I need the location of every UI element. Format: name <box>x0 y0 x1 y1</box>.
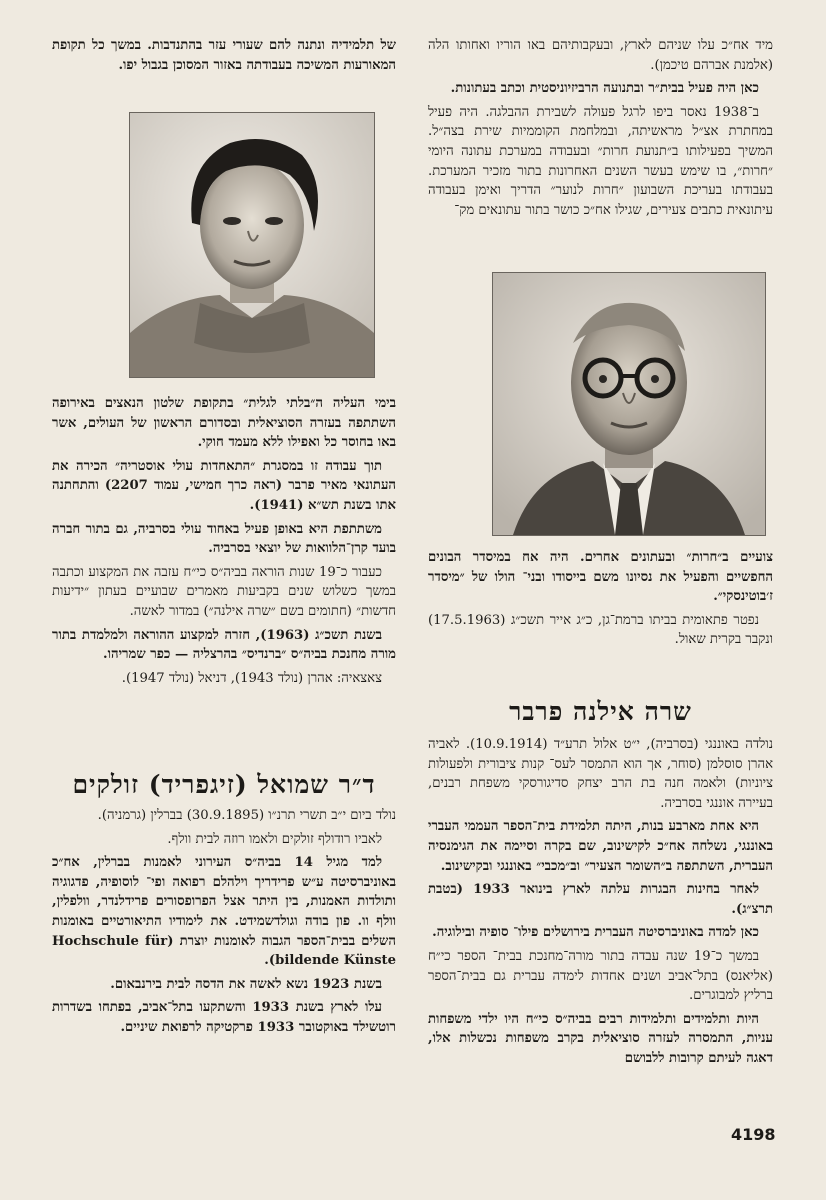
portrait-woman <box>129 112 375 378</box>
paragraph: מיד אח״כ עלו שניהם לארץ, ובעקבותיהם באו הוריו ואחותו הלה (אלמנת אברהם טיכמן). <box>428 38 773 73</box>
paragraph: צאצאיה: אהרן (נולד 1943), דניאל (נולד 1947). <box>121 670 382 686</box>
paragraph: נולד ביום י״ב תשרי תרנ״ו (30.9.1895) בברלין (גרמניה). <box>97 808 396 823</box>
paragraph: משתתפת היא באופן פעיל באחוד עולי בסרביה, גם בתור חברה בועד קרן־הלוואות של יוצאי בסרביה. <box>52 521 396 557</box>
section-heading-samuel-sulkes: ד״ר שמואל (זיגפריד) זולקים <box>72 770 376 799</box>
right-column-top <box>428 36 773 224</box>
paragraph: היות ותלמידים ותלמידות רבים בביה״ס כי״ח היו ילדי משפחות עניות, התמסרה לעזרה סוציאלית בקרב משפחות נכשלות אלו, דאגה לעיתם קרובות ללבושם <box>428 1011 773 1066</box>
section-heading-sarah-ilana-ferber: שרה אילנה פרבר <box>509 697 692 726</box>
portrait-man <box>492 272 766 536</box>
right-column-bottom <box>428 735 773 1073</box>
paragraph: של תלמידיה ונתנה להם שעורי עזר בהתנדבות. במשך כל תקופת המאורעות המשיכה בעבודתה באזור המסוכן בגבול יפו. <box>52 38 396 73</box>
paragraph: נולדה באוננגי (בסרביה), י״ט אלול תרע״ד (10.9.1914). לאביה אהרן סוסלמן (סוחר, אך הוא התמסר לעס־ קנות ציבורית ולפעולות ציוניות) ולאמה חנה בת הרב יצחק סדיגורסקי משפחת רבנים, בעיירה אוננגי בסרביה. <box>428 737 774 811</box>
paragraph: צועיים ב״חרות״ ובעתונים אחרים. היה אח במיסדר הבונים החפשיים והפעיל את נסיונו משם בייסודו ובני־ הולו של ״מיסדר ז׳בוטינסקי״. <box>428 550 773 605</box>
paragraph: כאן היה פעיל בבית״ר ובתנועה הרביזיוניסטית וכתב בעתונות. <box>450 81 759 97</box>
paragraph: כעבור כ־19 שנות הוראה בביה״ס כי״ח עזבה את המקצוע וכתבה במשך כשלוש שנים בקביעות מאמרים שבועיים בעתון ״ידיעות חדשות״ (חתומים בשם ״שרה אילנה״) במדור לאשה. <box>52 564 396 619</box>
left-column-top <box>52 36 396 79</box>
paragraph: למד מגיל 14 בביה״ס העירוני לאמנות בברלין, אח״כ באוניברסיטה ע״ש פרידריך וילהלם רפואה ופי־ לוסופיה, פדגוגיה ותולדות האמנות, בין היתר אצל הפרופסורים פרידלנדר, וולפלין, וולף וו. פון בודה וגולדשמידט. את לימודיו התיאורטיים באומנות השלים בבית־הספר הגבוה לאומנות יוצרת (Hochschule für bildende Künste). <box>52 855 396 969</box>
paragraph: לאביו רודולף זולקים ולאמו רוזה לבית וולף. <box>167 831 382 847</box>
paragraph: כאן למדה באוניברסיטה העברית בירושלים פילו־ סופיה ובילוגיה. <box>432 925 759 941</box>
right-column-mid <box>428 548 773 654</box>
paragraph: בשנת תשכ״ג (1963), חזרה למקצוע ההוראה ולמלמדת בתור מורה מחנכת בביה״ס ״ברנדיס״ בהרצליה — כפר שמריהו. <box>52 627 396 663</box>
page-number: 4198 <box>731 1125 776 1144</box>
paragraph: לאחר בחינות הבגרות עלתה לארץ בינואר 1933 (בטבת תרצ״ג). <box>428 882 773 917</box>
left-column-bottom <box>52 806 396 1042</box>
paragraph: במשך כ־19 שנה עבדה בתור מורה־מחנכת בבית־ הספר כי״ח (אליאנס) בתל־אביב ושנים אחדות לימדה עברית גם בבית־הספר ברליץ למבוגרים. <box>428 948 773 1004</box>
paragraph: היא אחת מארבע בנות, היתה תלמידת בית־הספר העממי העברי באוננגי, נשלחה אח״כ לקישינוב, שם בקרה וסיימה את הגימנסיה העברית, השתתפה ב״השומר הצעיר״ וב״מכבי״ באוננגי ובקישינוב. <box>428 819 773 874</box>
paragraph: בימי העליה ה״בלתי לגלית״ בתקופת שלטון הנאצים באירופה השתתפה בעזרה הסוציאלית ובסדורם הראשון של העולים, אשר באו בחוסר כל ואפילו ללא מעמד חוקי. <box>52 396 396 451</box>
paragraph: בשנת 1923 נשא לאשה את הדסה לבית בירנבאום. <box>110 976 382 992</box>
paragraph: ב־1938 נאסר ביפו לרגל פעולה לשבירת ההבלגה. היה פעיל במחתרת אצ״ל מראשיתה, ובמלחמת הקוממיות שירת בצה״ל. המשיך בפעילותו ב״תנועת חרות״ ובעבודה במערכת עתונה היומי ״חרות״, בו שימש בעשר השנים האחרונות בתור מזכיר המערכת. בעבודתו בעריכת השבועון ״חרות לנוער״ הדריך ואימן בעבודה עיתונאית כתבים צעירים, שגילו אח״כ כושר בתור עתונאים מק־ <box>428 104 773 218</box>
paragraph: נפטר פתאומית בביתו ברמת־גן, כ״ג אייר תשכ״ג (17.5.1963) ונקבר בקרית שאול. <box>428 612 773 648</box>
left-column-mid <box>52 394 396 692</box>
paragraph: עלו לארץ בשנת 1933 והשתקעו בתל־אביב, בפתחו בשדרות רוטשילד באוקטובר 1933 פרקטיקה לרפואת שיניים. <box>52 1000 396 1035</box>
paragraph: תוך עבודה זו במסגרת ״התאחדות עולי אוסטריה״ הכירה את העתונאי מאיר פרבר (ראה כרך חמישי, עמוד 2207) והתחתנה אתו בשנת תש״א (1941). <box>52 458 396 513</box>
